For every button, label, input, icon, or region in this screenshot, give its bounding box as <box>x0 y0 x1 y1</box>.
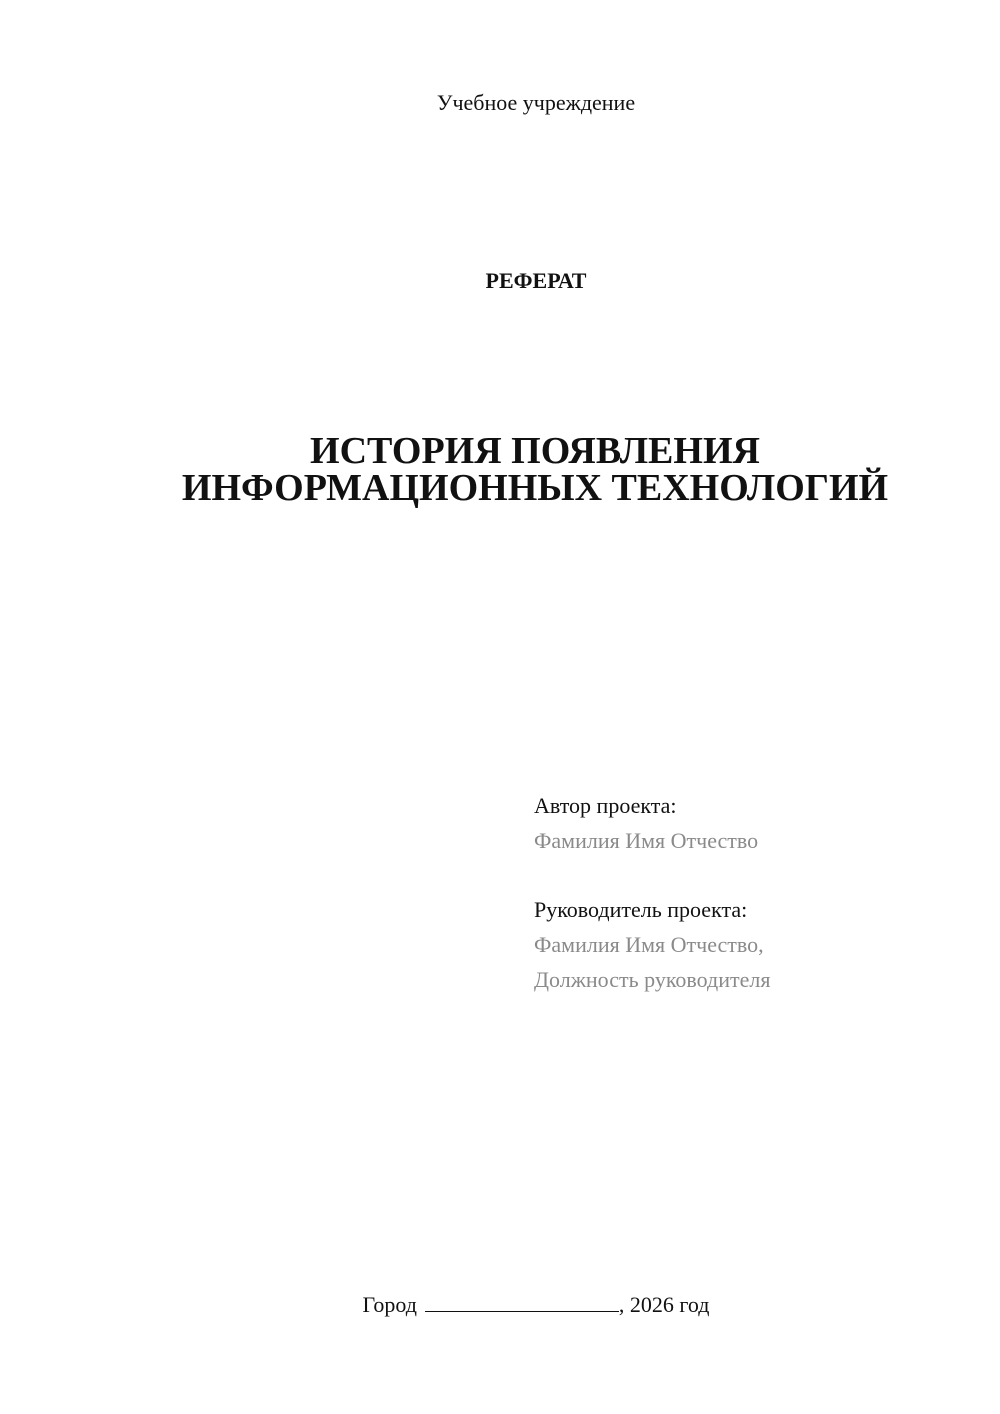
institution-name: Учебное учреждение <box>436 90 636 115</box>
author-name: Фамилия Имя Отчество <box>534 828 759 853</box>
credits-block <box>534 788 770 997</box>
supervisor-label: Руководитель проекта: <box>534 897 748 922</box>
city-blank-line <box>425 1290 619 1312</box>
supervisor-name: Фамилия Имя Отчество, <box>534 932 764 957</box>
year-text: , 2026 год <box>618 1292 710 1317</box>
document-type: РЕФЕРАТ <box>485 268 587 293</box>
document-title-line-2: ИНФОРМАЦИОННЫХ ТЕХНОЛОГИЙ <box>181 467 889 509</box>
author-label: Автор проекта: <box>534 793 677 818</box>
document-title <box>0 430 1000 509</box>
document-title-line-1: ИСТОРИЯ ПОЯВЛЕНИЯ <box>310 430 760 472</box>
credits-spacer <box>534 858 770 892</box>
city-label: Город <box>362 1292 417 1317</box>
supervisor-position: Должность руководителя <box>534 967 771 992</box>
footer-city-year <box>0 1290 1000 1318</box>
